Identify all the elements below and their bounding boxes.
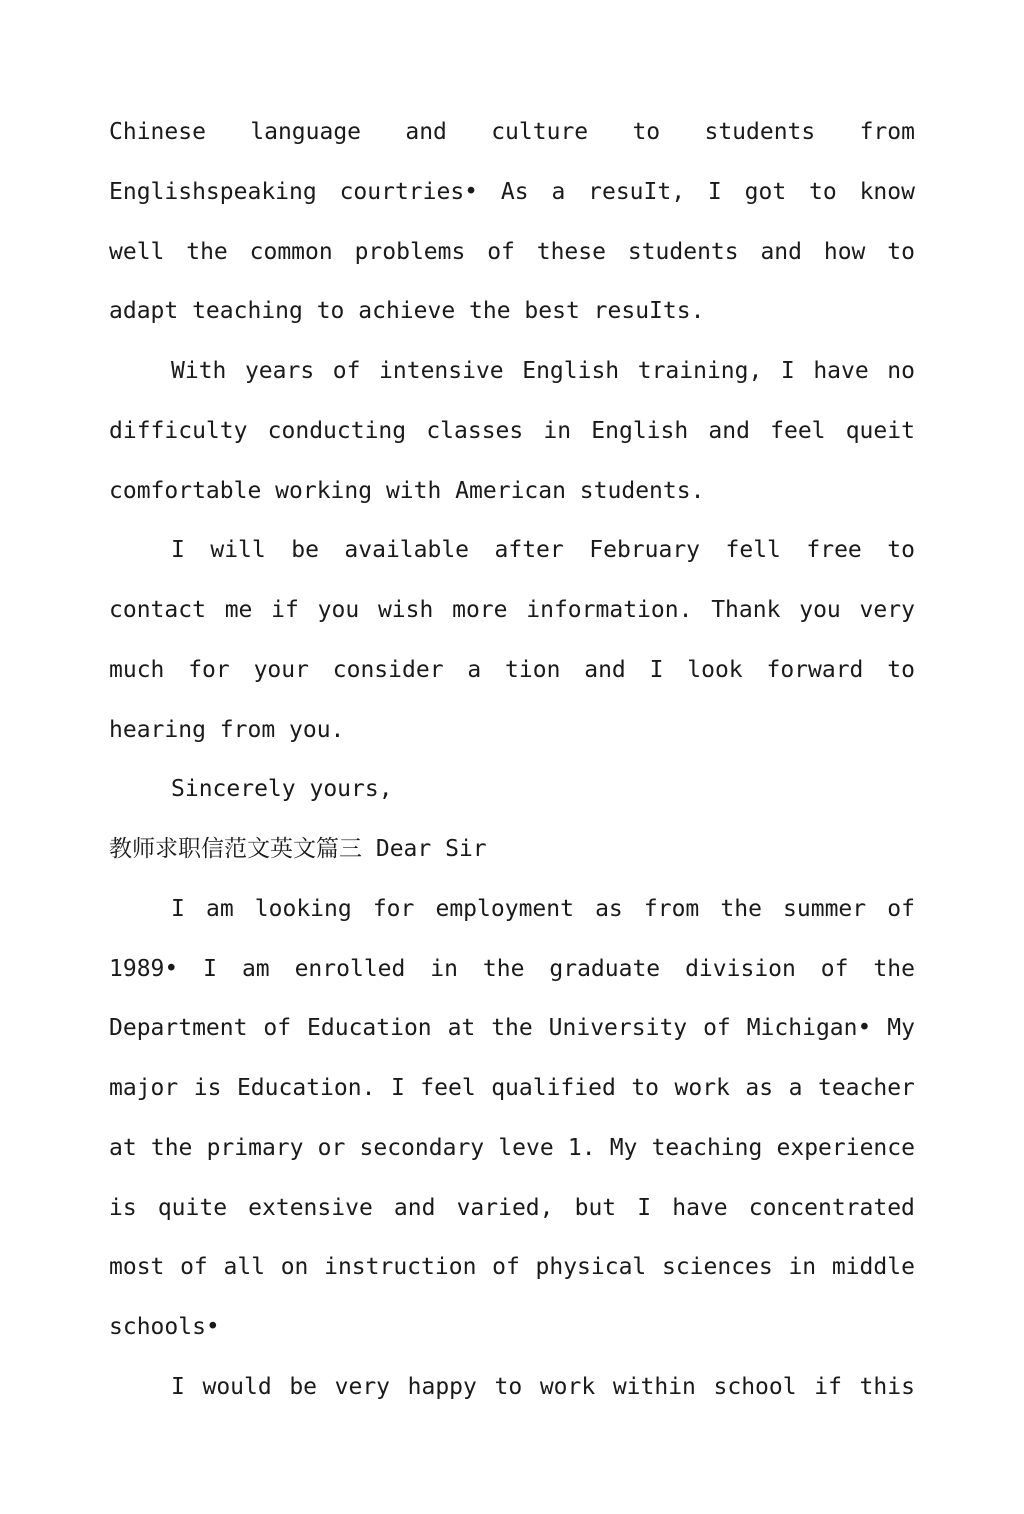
word: quite <box>157 1194 228 1221</box>
word: to <box>631 1075 660 1101</box>
word: resuIt, <box>588 178 686 205</box>
word: culture <box>491 119 589 145</box>
word: in <box>430 955 458 982</box>
word: feel <box>770 417 826 444</box>
word: but <box>574 1194 617 1221</box>
word: I <box>707 178 722 205</box>
word: very <box>334 1373 391 1400</box>
word: and <box>760 238 802 265</box>
word: the <box>482 955 525 982</box>
word: be <box>291 537 319 564</box>
word: to <box>887 656 915 683</box>
word: of <box>703 1015 731 1042</box>
word: consider <box>332 656 444 683</box>
word: wish <box>377 597 434 623</box>
word: difficulty <box>109 417 248 444</box>
word: work <box>539 1373 596 1400</box>
word: of <box>820 955 849 982</box>
word: a <box>467 656 482 683</box>
document-page <box>109 103 915 1418</box>
word: how <box>823 238 866 265</box>
text-line <box>109 402 915 462</box>
word: would <box>202 1373 272 1400</box>
word: I <box>171 1373 185 1400</box>
word: information. <box>526 597 693 623</box>
text-line: adapt teaching to achieve the best resuIts. <box>109 298 705 325</box>
word: as <box>745 1075 774 1101</box>
word: tion <box>505 656 561 683</box>
word: look <box>687 656 743 683</box>
word: Thank <box>711 597 781 623</box>
word: the <box>873 955 915 982</box>
word: Education <box>307 1015 432 1042</box>
word: of <box>492 1254 520 1281</box>
word: feel <box>420 1075 476 1101</box>
word: English <box>591 417 689 444</box>
word: teaching <box>651 1134 763 1161</box>
word: very <box>859 597 915 623</box>
word: teacher <box>817 1075 915 1101</box>
word: contact <box>109 597 206 623</box>
word: if <box>814 1373 842 1400</box>
word: language <box>250 119 362 145</box>
word: within <box>612 1373 696 1400</box>
word: and <box>584 656 626 683</box>
word: or <box>317 1134 346 1161</box>
word: will <box>210 537 266 564</box>
text-line: hearing from you. <box>109 716 345 743</box>
word: classes <box>426 417 524 444</box>
text-line <box>109 103 915 163</box>
word: work <box>674 1075 730 1101</box>
word: With <box>171 358 227 384</box>
word: well <box>109 238 165 265</box>
word: English <box>522 358 620 384</box>
word: from <box>859 119 915 145</box>
word: in <box>788 1254 817 1281</box>
word: intensive <box>379 358 504 384</box>
word: I <box>780 358 795 384</box>
word: and <box>708 417 750 444</box>
word: more <box>452 597 508 623</box>
word: forward <box>766 656 864 683</box>
word: for <box>188 656 230 683</box>
word: University <box>548 1015 688 1042</box>
section-heading-cjk: 教师求职信范文英文篇三 <box>109 836 362 862</box>
word: Englishspeaking <box>109 178 317 205</box>
word: available <box>344 537 470 564</box>
word: of <box>887 895 915 922</box>
word: your <box>253 656 309 683</box>
word: summer <box>783 895 867 922</box>
text-line <box>109 880 915 940</box>
word: primary <box>206 1134 304 1161</box>
word: fell <box>725 537 781 564</box>
word: enrolled <box>294 955 406 982</box>
word: years <box>244 358 315 384</box>
word: Education. <box>236 1075 376 1101</box>
word: this <box>859 1373 915 1400</box>
word: free <box>806 537 862 564</box>
word: to <box>887 537 915 564</box>
word: physical <box>535 1254 647 1281</box>
text-line: schools• <box>109 1314 220 1340</box>
word: Department <box>109 1015 248 1042</box>
text-line <box>109 1358 915 1418</box>
word: major <box>109 1075 179 1101</box>
word: queit <box>845 417 915 444</box>
word: in <box>543 417 572 444</box>
word: I <box>171 537 185 564</box>
word: am <box>205 895 234 922</box>
word: February <box>589 537 701 564</box>
word: to <box>809 178 837 205</box>
word: middle <box>831 1254 915 1281</box>
word: the <box>491 1015 533 1042</box>
word: and <box>393 1194 436 1221</box>
word: of <box>180 1254 208 1281</box>
word: concentrated <box>748 1194 915 1221</box>
word: the <box>720 895 762 922</box>
word: happy <box>407 1373 477 1400</box>
word: I <box>171 895 185 922</box>
word: to <box>632 119 661 145</box>
word: me <box>224 597 253 623</box>
word: sciences <box>661 1254 773 1281</box>
word: qualified <box>491 1075 616 1101</box>
word: a <box>551 178 566 205</box>
word: experience <box>776 1134 915 1161</box>
text-line <box>109 342 915 402</box>
word: I <box>637 1194 652 1221</box>
word: common <box>249 238 333 265</box>
text-line <box>109 521 915 581</box>
word: I <box>649 656 664 683</box>
word: of <box>487 238 515 265</box>
word: I <box>390 1075 405 1101</box>
word: graduate <box>549 955 661 982</box>
word: training, <box>637 358 763 384</box>
word: on <box>280 1254 309 1281</box>
word: looking <box>254 895 352 922</box>
word: to <box>494 1373 523 1400</box>
word: Chinese <box>109 119 206 145</box>
salutation: Dear Sir <box>375 836 487 862</box>
word: varied, <box>456 1194 554 1221</box>
word: is <box>193 1075 222 1101</box>
word: and <box>405 119 447 145</box>
word: I <box>203 955 218 982</box>
word: 1. <box>567 1134 596 1161</box>
word: most <box>109 1254 165 1281</box>
word: 1989• <box>109 955 179 982</box>
word: these <box>536 238 606 265</box>
word: at <box>109 1134 137 1161</box>
word: courtries• <box>339 178 479 205</box>
text-line <box>109 581 915 641</box>
text-line <box>109 1119 915 1179</box>
word: problems <box>354 238 466 265</box>
word: My <box>887 1015 915 1042</box>
word: be <box>289 1373 318 1400</box>
word: no <box>887 358 915 384</box>
word: after <box>494 537 564 564</box>
text-line <box>109 1179 915 1239</box>
text-line <box>109 223 915 283</box>
word: to <box>887 238 915 265</box>
word: instruction <box>324 1254 477 1281</box>
word: if <box>271 597 299 623</box>
word: school <box>713 1373 797 1400</box>
word: have <box>672 1194 728 1221</box>
word: much <box>109 656 165 683</box>
word: employment <box>435 895 574 922</box>
text-line: comfortable working with American students. <box>109 477 705 504</box>
word: extensive <box>248 1194 373 1221</box>
text-line <box>109 641 915 701</box>
word: students <box>704 119 816 145</box>
word: the <box>186 238 228 265</box>
word: know <box>859 178 915 205</box>
word: as <box>595 895 623 922</box>
word: division <box>685 955 796 982</box>
word: the <box>150 1134 193 1161</box>
word: you <box>317 597 360 623</box>
word: conducting <box>267 417 407 444</box>
word: secondary <box>359 1134 485 1161</box>
section-heading <box>109 820 915 880</box>
word: from <box>643 895 700 922</box>
text-line <box>109 999 915 1059</box>
text-line <box>109 1059 915 1119</box>
word: got <box>744 178 787 205</box>
word: at <box>447 1015 476 1042</box>
word: students <box>627 238 739 265</box>
word: As <box>500 178 529 205</box>
word: a <box>788 1075 803 1101</box>
word: leve <box>498 1134 554 1161</box>
word: Michigan• <box>746 1015 872 1042</box>
word: of <box>332 358 361 384</box>
word: for <box>372 895 415 922</box>
text-line <box>109 940 915 1000</box>
closing-line: Sincerely yours, <box>171 776 393 803</box>
word: My <box>609 1134 638 1161</box>
word: you <box>799 597 841 623</box>
text-line <box>109 163 915 223</box>
word: have <box>813 358 869 384</box>
word: all <box>223 1254 266 1281</box>
word: is <box>109 1194 137 1221</box>
word: am <box>241 955 270 982</box>
text-line <box>109 1238 915 1298</box>
word: of <box>263 1015 292 1042</box>
